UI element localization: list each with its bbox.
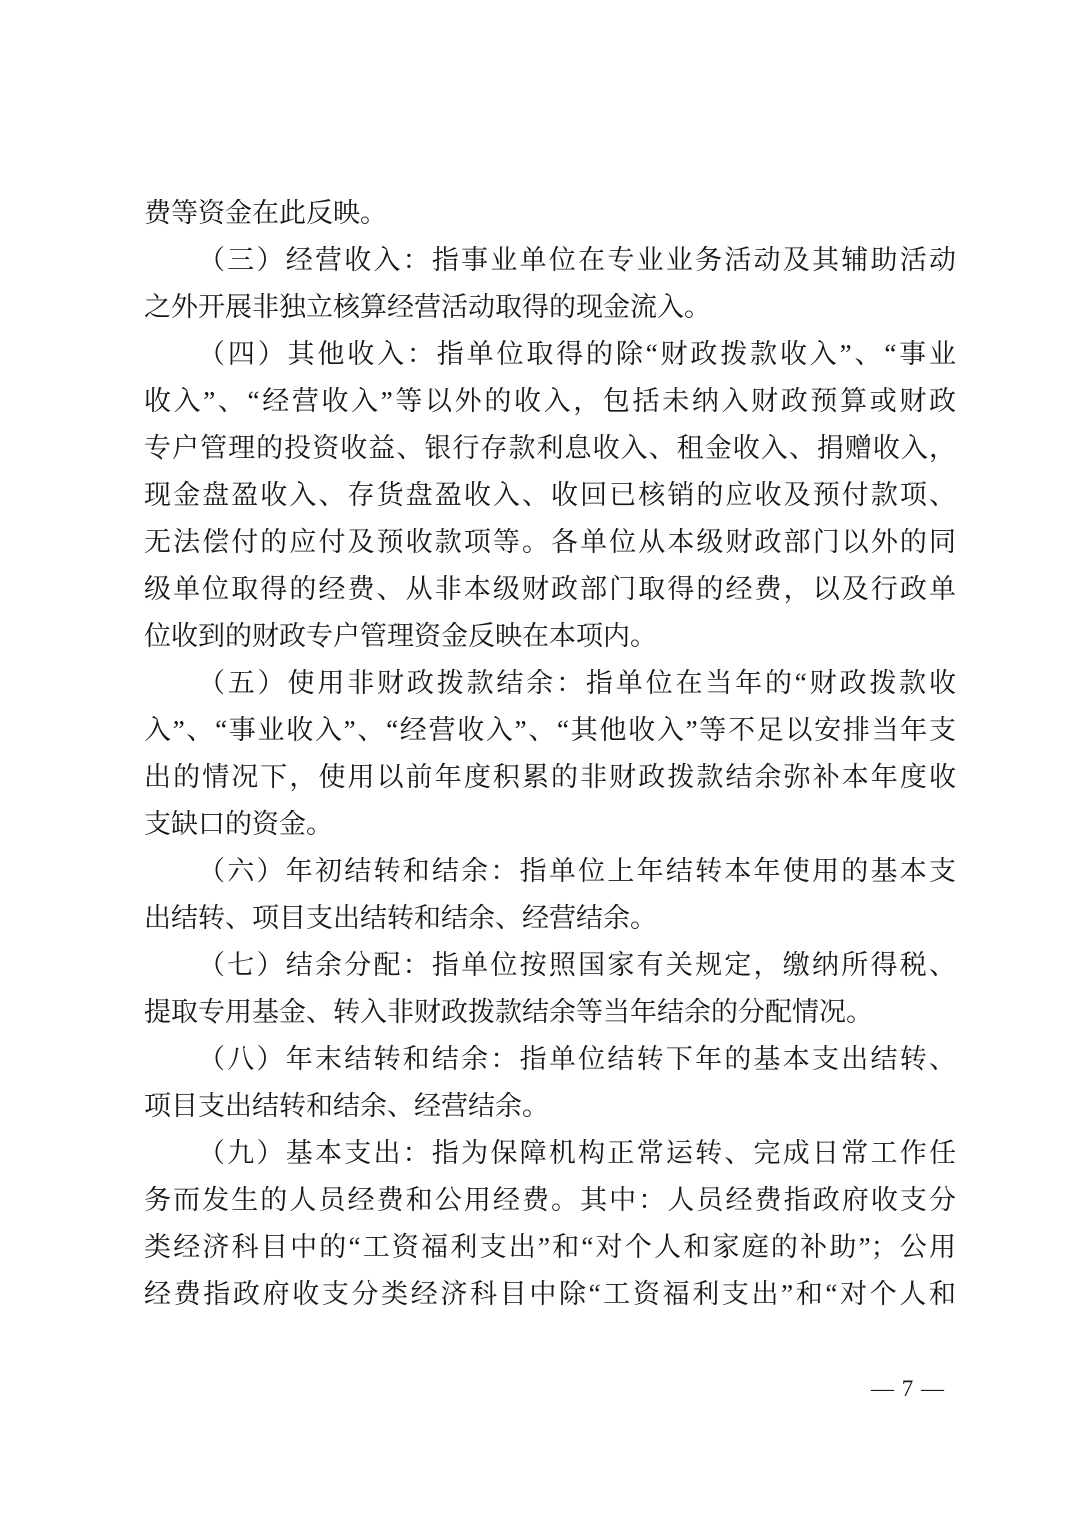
text-line: 级单位取得的经费、从非本级财政部门取得的经费，以及行政单 xyxy=(144,574,956,604)
text-line: 经费指政府收支分类经济科目中除“工资福利支出”和“对个人和 xyxy=(144,1279,956,1309)
text-line: 项目支出结转和结余、经营结余。 xyxy=(144,1091,549,1121)
text-line: 出的情况下，使用以前年度积累的非财政拨款结余弥补本年度收 xyxy=(144,762,956,792)
text-line: 入”、“事业收入”、“经营收入”、“其他收入”等不足以安排当年支 xyxy=(144,715,956,745)
text-line: 收入”、“经营收入”等以外的收入，包括未纳入财政预算或财政 xyxy=(144,386,956,416)
text-line: 类经济科目中的“工资福利支出”和“对个人和家庭的补助”；公用 xyxy=(144,1232,956,1262)
text-line: （五）使用非财政拨款结余：指单位在当年的“财政拨款收 xyxy=(198,668,956,698)
text-line: 出结转、项目支出结转和结余、经营结余。 xyxy=(144,903,657,933)
text-line: 费等资金在此反映。 xyxy=(144,198,387,228)
page-number: — 7 — xyxy=(871,1376,945,1401)
text-line: （四）其他收入：指单位取得的除“财政拨款收入”、“事业 xyxy=(198,339,956,369)
text-line: 务而发生的人员经费和公用经费。其中：人员经费指政府收支分 xyxy=(144,1185,956,1215)
text-line: （三）经营收入：指事业单位在专业业务活动及其辅助活动 xyxy=(198,245,956,275)
text-line: （七）结余分配：指单位按照国家有关规定，缴纳所得税、 xyxy=(198,950,956,980)
text-line: 无法偿付的应付及预收款项等。各单位从本级财政部门以外的同 xyxy=(144,527,956,557)
text-line: 提取专用基金、转入非财政拨款结余等当年结余的分配情况。 xyxy=(144,997,873,1027)
text-line: 位收到的财政专户管理资金反映在本项内。 xyxy=(144,621,657,651)
text-line: 专户管理的投资收益、银行存款利息收入、租金收入、捐赠收入， xyxy=(144,433,956,463)
text-line: 支缺口的资金。 xyxy=(144,809,333,839)
text-line: （九）基本支出：指为保障机构正常运转、完成日常工作任 xyxy=(198,1138,956,1168)
document-body xyxy=(144,190,956,1318)
text-line: （六）年初结转和结余：指单位上年结转本年使用的基本支 xyxy=(198,856,956,886)
text-line: 之外开展非独立核算经营活动取得的现金流入。 xyxy=(144,292,711,322)
text-line: （八）年末结转和结余：指单位结转下年的基本支出结转、 xyxy=(198,1044,956,1074)
text-line: 现金盘盈收入、存货盘盈收入、收回已核销的应收及预付款项、 xyxy=(144,480,956,510)
